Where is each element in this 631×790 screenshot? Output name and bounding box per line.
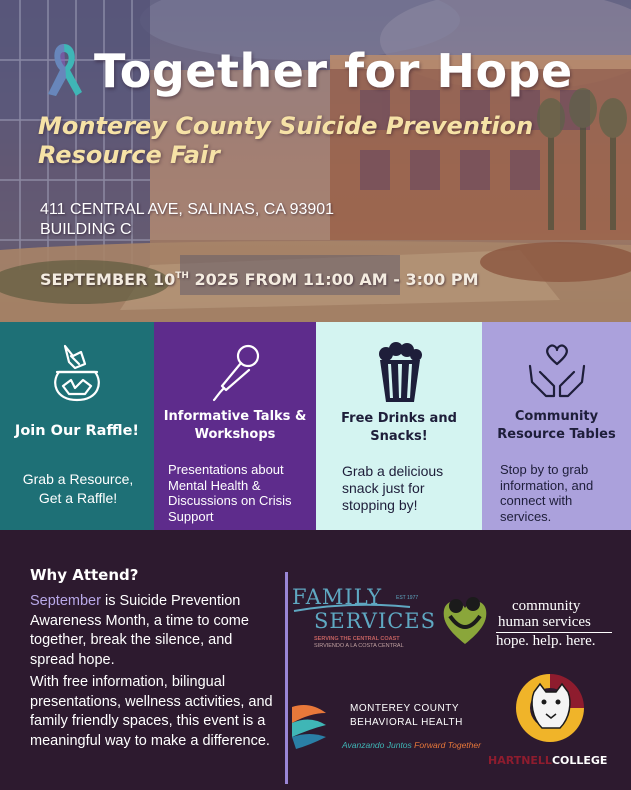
- raffle-jar-icon: [45, 342, 109, 406]
- chs-tagline: hope. help. here.: [496, 633, 596, 649]
- mcbh-tagline-es: Avanzando Juntos: [342, 740, 412, 750]
- microphone-icon: [210, 342, 264, 402]
- feature-talks-title: Informative Talks & Workshops: [163, 409, 307, 442]
- date-ordinal: TH: [175, 271, 189, 281]
- why-attend-section: [0, 530, 631, 790]
- feature-snacks-body: Grab a delicious snack just for stopping by!: [342, 463, 444, 513]
- family-services-tagline-en: SERVING THE CENTRAL COAST: [314, 636, 400, 642]
- mcbh-line2: BEHAVIORAL HEALTH: [350, 717, 463, 728]
- mcbh-tagline: [342, 740, 481, 750]
- monterey-county-behavioral-health-logo: [290, 695, 480, 755]
- hartnell-panther-icon: [512, 670, 588, 750]
- feature-raffle-body: Grab a Resource, Get a Raffle!: [22, 471, 134, 506]
- chs-line1: community: [512, 598, 581, 614]
- feature-snacks: [316, 322, 482, 530]
- features-row: [0, 322, 631, 530]
- hero-banner: [0, 0, 631, 322]
- family-services-tagline-es: SIRVIENDO A LA COSTA CENTRAL: [314, 643, 404, 649]
- event-address: [40, 200, 334, 240]
- feature-raffle-title: Join Our Raffle!: [14, 423, 140, 439]
- event-subtitle: Monterey County Suicide Prevention Resource Fair: [38, 112, 534, 169]
- feature-resource-tables-body: Stop by to grab information, and connect with services.: [500, 462, 594, 524]
- family-services-est: EST 1977: [396, 595, 419, 601]
- community-human-services-logo: [440, 590, 625, 650]
- mcbh-tagline-en: Forward Together: [414, 740, 481, 750]
- feature-snacks-title: Free Drinks and Snacks!: [341, 411, 457, 444]
- address-line-2: BUILDING C: [40, 221, 132, 238]
- section-divider: [285, 572, 288, 784]
- event-date: [40, 270, 479, 289]
- highlight-september: September: [30, 593, 101, 609]
- hartnell-wordmark-part2: COLLEGE: [551, 754, 608, 767]
- family-services-logo: [292, 585, 437, 657]
- feature-raffle: [0, 322, 154, 530]
- mcbh-line1: MONTEREY COUNTY: [350, 703, 459, 714]
- feature-talks-body: Presentations about Mental Health & Discussions on Crisis Support: [168, 462, 292, 524]
- awareness-ribbon-icon: [44, 40, 84, 98]
- mcbh-wave-icon: [290, 699, 330, 751]
- family-services-line2: SERVICES: [314, 609, 437, 633]
- feature-resource-tables-title: Community Resource Tables: [497, 409, 616, 442]
- hartnell-college-logo: [488, 670, 624, 770]
- popcorn-icon: [376, 340, 424, 404]
- date-prefix: SEPTEMBER 10: [40, 270, 176, 289]
- chs-heart-people-icon: [440, 592, 490, 648]
- why-attend-heading: Why Attend?: [30, 566, 139, 584]
- page-title: Together for Hope: [94, 44, 573, 98]
- why-attend-paragraph-2: With free information, bilingual presentations, wellness activities, and family friendly spaces, this event is a meaningful way to make a difference.: [30, 674, 273, 749]
- feature-talks: [154, 322, 316, 530]
- hartnell-wordmark: [488, 754, 607, 767]
- chs-line2: human services: [498, 614, 591, 630]
- why-attend-paragraph-1-text: is Suicide Prevention Awareness Month, a time to come together, break the silence, and spread hope.: [30, 593, 249, 668]
- date-suffix: 2025 FROM 11:00 AM - 3:00 PM: [188, 270, 479, 289]
- feature-resource-tables: [482, 322, 631, 530]
- why-attend-paragraph-1: [30, 592, 280, 670]
- family-services-line1: FAMILY: [292, 585, 383, 609]
- hands-heart-icon: [526, 342, 588, 398]
- address-line-1: 411 CENTRAL AVE, SALINAS, CA 93901: [40, 201, 335, 218]
- hartnell-wordmark-part1: HARTNELL: [488, 754, 552, 767]
